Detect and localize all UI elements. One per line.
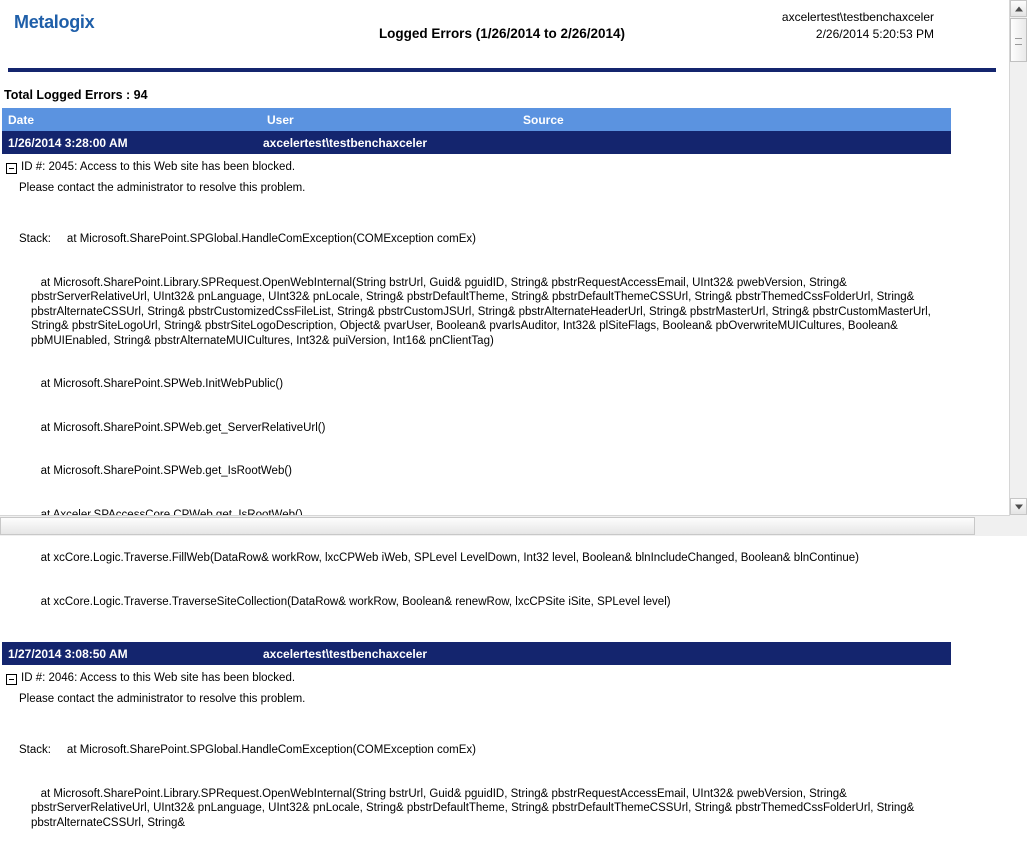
stack-line: Stack: at Microsoft.SharePoint.SPGlobal.HandleComException(COMException comEx) xyxy=(19,233,476,245)
error-detail xyxy=(2,665,951,863)
column-header-source[interactable]: Source xyxy=(517,108,951,131)
table-row[interactable] xyxy=(2,642,951,665)
scroll-down-arrow[interactable] xyxy=(1010,498,1027,515)
detail-row xyxy=(2,154,951,642)
vertical-scrollbar[interactable] xyxy=(1009,0,1027,515)
report-timestamp: 2/26/2014 5:20:53 PM xyxy=(815,27,934,41)
error-stack xyxy=(19,714,951,859)
stack-line: Stack: at Microsoft.SharePoint.SPGlobal.HandleComException(COMException comEx) xyxy=(19,744,476,756)
stack-line: at Microsoft.SharePoint.SPWeb.get_ServerRelativeUrl() xyxy=(31,421,326,434)
logged-errors-table xyxy=(2,108,951,863)
error-source xyxy=(517,642,951,665)
error-advice: Please contact the administrator to resolve this problem. xyxy=(19,692,306,705)
detail-toggle-row[interactable] xyxy=(6,160,951,175)
report-header xyxy=(0,0,1004,72)
error-source xyxy=(517,131,951,154)
header-meta xyxy=(782,9,934,43)
total-errors-label: Total Logged Errors : 94 xyxy=(4,88,148,102)
horizontal-scroll-thumb[interactable] xyxy=(0,517,975,535)
error-user: axcelertest\testbenchaxceler xyxy=(261,642,517,665)
collapse-toggle-icon[interactable] xyxy=(6,674,17,685)
error-date: 1/26/2014 3:28:00 AM xyxy=(2,131,261,154)
stack-line: at xcCore.Logic.Traverse.TraverseSiteCollection(DataRow& workRow, Boolean& renewRow, lxcCPSite iSite, SPLevel level) xyxy=(31,595,671,608)
header-divider xyxy=(8,68,996,72)
chevron-down-icon xyxy=(1015,504,1023,509)
current-user: axcelertest\testbenchaxceler xyxy=(781,10,934,24)
detail-toggle-row[interactable] xyxy=(6,671,951,686)
error-stack xyxy=(19,203,951,638)
page-title: Logged Errors (1/26/2014 to 2/26/2014) xyxy=(378,26,626,41)
detail-row xyxy=(2,665,951,863)
collapse-toggle-icon[interactable] xyxy=(6,163,17,174)
stack-line: at Microsoft.SharePoint.SPWeb.get_IsRootWeb() xyxy=(31,465,293,477)
column-header-user[interactable]: User xyxy=(261,108,517,131)
horizontal-scrollbar[interactable] xyxy=(0,515,1027,536)
column-header-date[interactable]: Date xyxy=(2,108,261,131)
chevron-up-icon xyxy=(1015,6,1023,11)
table-header-row xyxy=(2,108,951,131)
stack-line: at xcCore.Logic.Traverse.FillWeb(DataRow& workRow, lxcCPWeb iWeb, SPLevel LevelDown, Int32 level, Boolean& blnIncludeChanged, Boolean& blnContinue) xyxy=(31,552,860,564)
error-detail xyxy=(2,154,951,642)
error-user: axcelertest\testbenchaxceler xyxy=(261,131,517,154)
metalogix-logo: Metalogix xyxy=(14,12,95,32)
stack-line: at Microsoft.SharePoint.Library.SPRequest.OpenWebInternal(String bstrUrl, Guid& pguidID, String& pbstrRequestAccessEmail, UInt32& pwebVersion, String& pbstrServerRelativeUrl, UInt32& pnLanguage, UInt32& pnLocale, String& pbstrDefaultTheme, String& pbstrDefaultThemeCSSUrl, String& pbstrThemedCssFolderUrl, String& pbstrAlternateCSSUrl, String& pbstrCustomizedCssFileList, String& pbstrCustomJSUrl, String& pbstrAlternateHeaderUrl, String& pbstrMasterUrl, String& pbstrCustomMasterUrl, String& pbstrSiteLogoUrl, String& pbstrSiteLogoDescription, Object& pvarUser, Boolean& pvarIsAuditor, Int32& plSiteFlags, Boolean& pbOverwriteMUICultures, Boolean& pbMUIEnabled, String& pbstrAlternateMUICultures, Int32& puiVersion, Int16& pnClientTag) xyxy=(31,276,935,347)
error-advice: Please contact the administrator to resolve this problem. xyxy=(19,181,306,194)
error-message: ID #: 2045: Access to this Web site has been blocked. xyxy=(21,161,296,173)
error-date: 1/27/2014 3:08:50 AM xyxy=(2,642,261,665)
table-row[interactable] xyxy=(2,131,951,154)
error-message: ID #: 2046: Access to this Web site has been blocked. xyxy=(21,672,296,684)
stack-line: at Microsoft.SharePoint.SPWeb.InitWebPublic() xyxy=(31,378,284,390)
vertical-scroll-thumb[interactable] xyxy=(1010,18,1027,62)
stack-line: at Microsoft.SharePoint.Library.SPRequest.OpenWebInternal(String bstrUrl, Guid& pguidID, String& pbstrRequestAccessEmail, UInt32& pwebVersion, String& pbstrServerRelativeUrl, UInt32& pnLanguage, UInt32& pnLocale, String& pbstrDefaultTheme, String& pbstrDefaultThemeCSSUrl, String& pbstrThemedCssFolderUrl, String& pbstrAlternateCSSUrl, String& xyxy=(31,787,918,829)
scrollbar-corner xyxy=(1010,515,1027,536)
scroll-up-arrow[interactable] xyxy=(1010,0,1027,17)
